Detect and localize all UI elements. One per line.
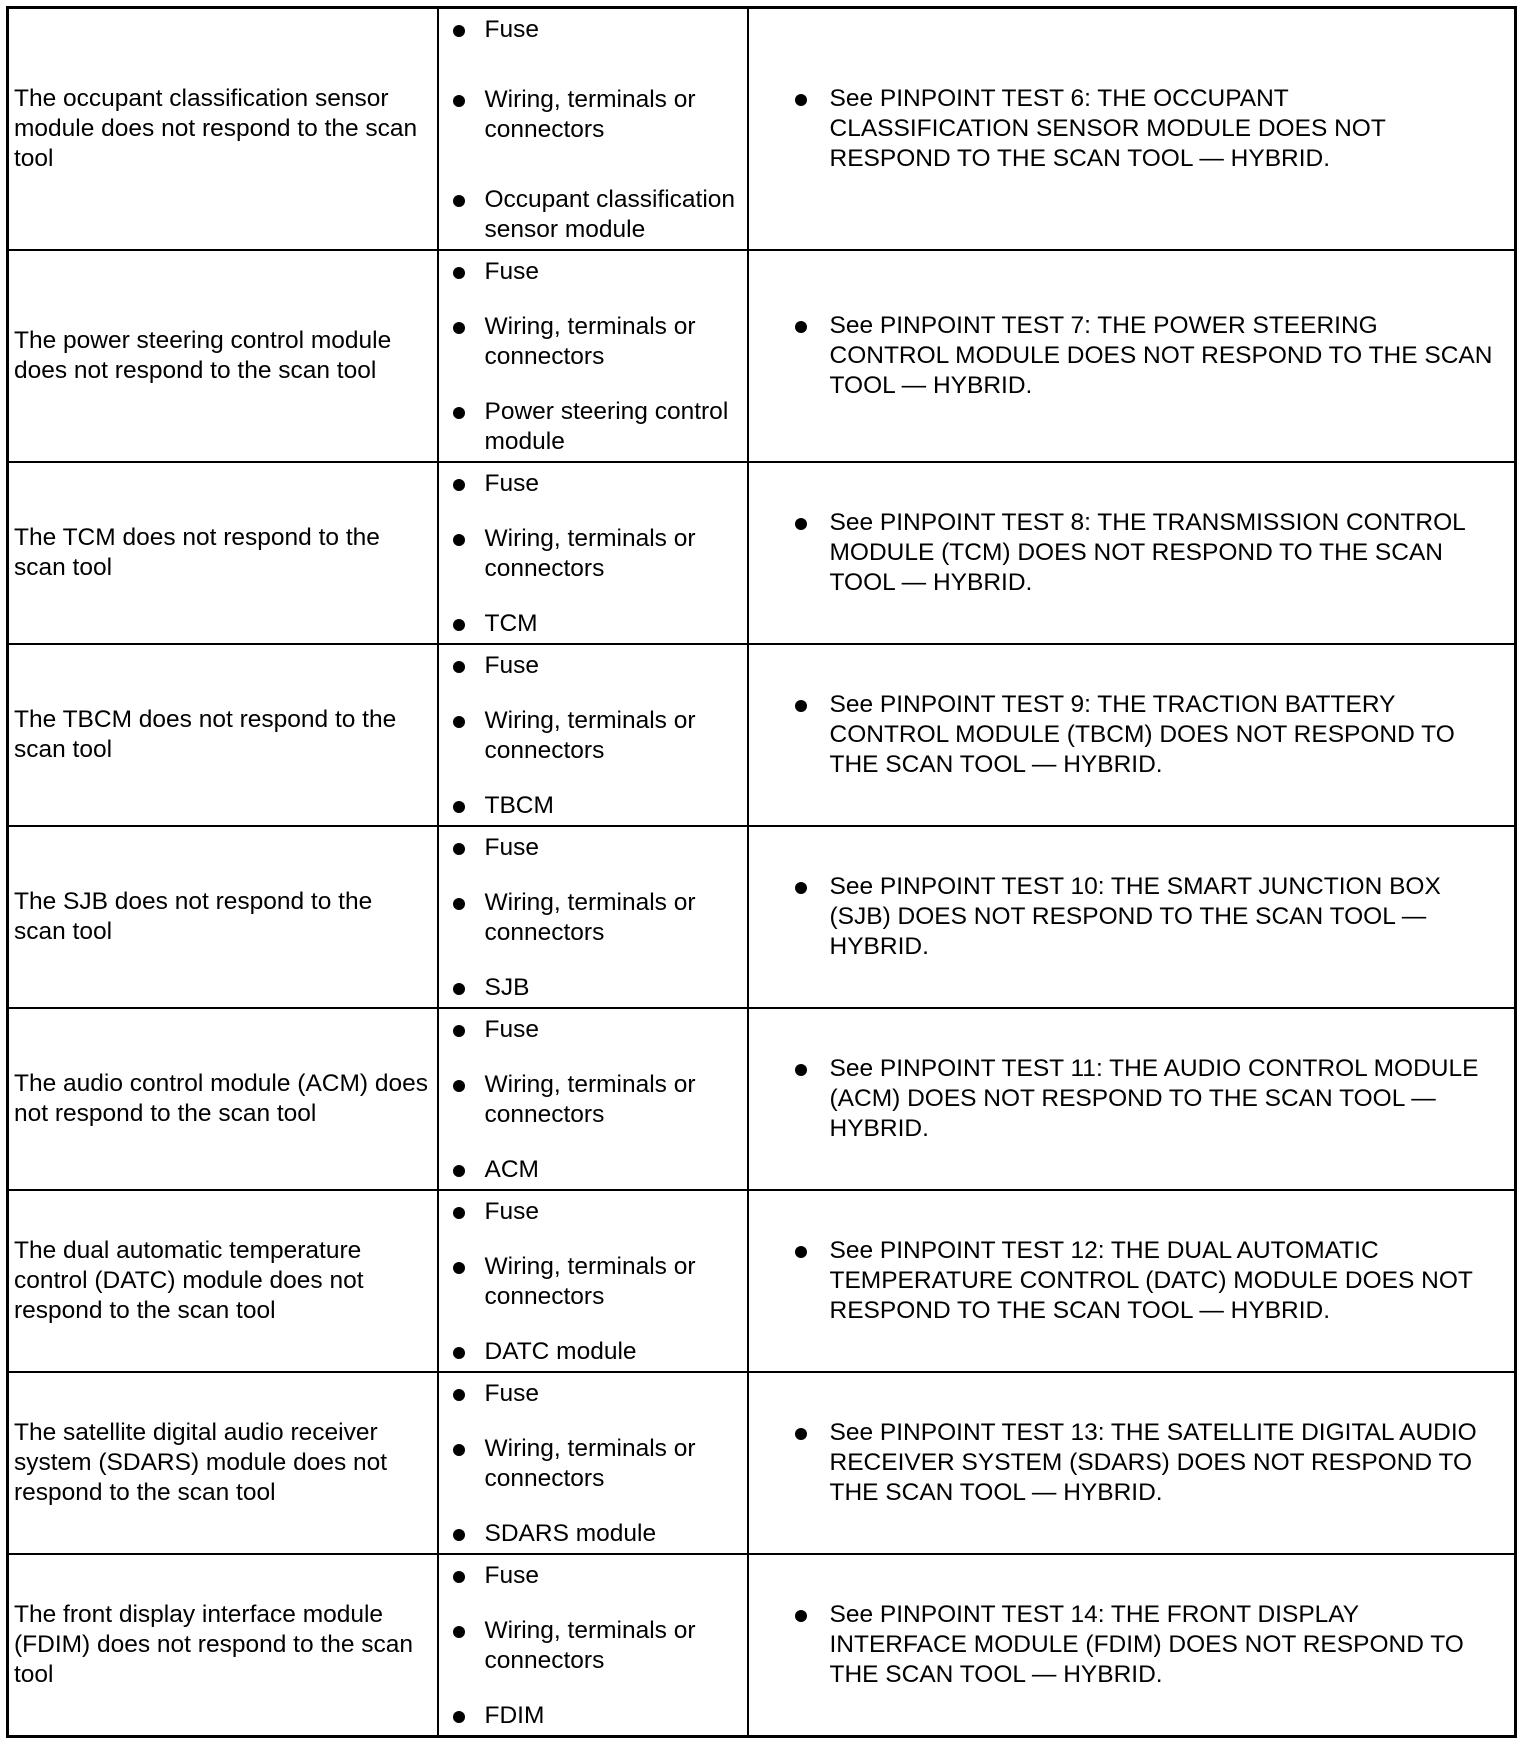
source-text: SJB: [484, 974, 530, 1001]
action-item: [795, 311, 1495, 401]
bullet-icon: [453, 801, 465, 813]
bullet-icon: [795, 700, 807, 712]
bullet-icon: [453, 619, 465, 631]
possible-sources-cell: [438, 826, 748, 1008]
possible-sources-list: [439, 1009, 747, 1189]
bullet-icon: [453, 534, 465, 546]
list-item: [485, 1561, 739, 1591]
table-row: [8, 1008, 1516, 1190]
bullet-icon: [795, 321, 807, 333]
bullet-icon: [453, 25, 465, 37]
list-item: [485, 973, 739, 1003]
possible-sources-cell: [438, 1554, 748, 1737]
action-text: See PINPOINT TEST 13: THE SATELLITE DIGITAL AUDIO RECEIVER SYSTEM (SDARS) DOES NOT RESPOND TO THE SCAN TOOL — HYBRID.: [829, 1419, 1477, 1506]
table-row: [8, 644, 1516, 826]
source-text: Fuse: [484, 258, 539, 285]
bullet-icon: [453, 1389, 465, 1401]
bullet-icon: [453, 1347, 465, 1359]
condition-cell: The occupant classification sensor module does not respond to the scan tool: [8, 8, 438, 251]
list-item: [485, 85, 739, 145]
source-text: Wiring, terminals or connectors: [484, 313, 696, 370]
bullet-icon: [453, 1444, 465, 1456]
source-text: Fuse: [484, 1016, 539, 1043]
list-item: [485, 609, 739, 639]
source-text: TCM: [484, 610, 538, 637]
list-item: [485, 15, 739, 45]
list-item: [485, 1070, 739, 1130]
action-cell: [748, 8, 1516, 251]
bullet-icon: [453, 1080, 465, 1092]
table-row: [8, 1372, 1516, 1554]
source-text: FDIM: [484, 1702, 545, 1729]
source-text: Fuse: [484, 834, 539, 861]
possible-sources-list: [439, 463, 747, 643]
bullet-icon: [795, 1246, 807, 1258]
bullet-icon: [453, 983, 465, 995]
bullet-icon: [453, 1025, 465, 1037]
bullet-icon: [453, 661, 465, 673]
possible-sources-list: [439, 9, 747, 249]
source-text: Fuse: [484, 16, 539, 43]
list-item: [485, 524, 739, 584]
possible-sources-cell: [438, 1190, 748, 1372]
possible-sources-cell: [438, 644, 748, 826]
list-item: [485, 1701, 739, 1731]
list-item: [485, 1155, 739, 1185]
bullet-icon: [795, 1610, 807, 1622]
bullet-icon: [795, 1428, 807, 1440]
bullet-icon: [453, 716, 465, 728]
source-text: Wiring, terminals or connectors: [484, 889, 696, 946]
list-item: [485, 1519, 739, 1549]
possible-sources-list: [439, 827, 747, 1007]
possible-sources-list: [439, 1191, 747, 1371]
possible-sources-cell: [438, 1372, 748, 1554]
bullet-icon: [795, 94, 807, 106]
action-cell: [748, 250, 1516, 462]
bullet-icon: [453, 267, 465, 279]
action-item: [795, 872, 1495, 962]
bullet-icon: [453, 898, 465, 910]
source-text: Wiring, terminals or connectors: [484, 86, 696, 143]
list-item: [485, 1197, 739, 1227]
possible-sources-cell: [438, 462, 748, 644]
source-text: Fuse: [484, 652, 539, 679]
possible-sources-list: [439, 251, 747, 461]
condition-cell: The TCM does not respond to the scan tool: [8, 462, 438, 644]
bullet-icon: [795, 882, 807, 894]
bullet-icon: [453, 1165, 465, 1177]
source-text: Fuse: [484, 1380, 539, 1407]
action-text: See PINPOINT TEST 14: THE FRONT DISPLAY INTERFACE MODULE (FDIM) DOES NOT RESPOND TO THE SCAN TOOL — HYBRID.: [829, 1601, 1464, 1688]
source-text: ACM: [484, 1156, 539, 1183]
condition-cell: The satellite digital audio receiver system (SDARS) module does not respond to the scan tool: [8, 1372, 438, 1554]
source-text: Wiring, terminals or connectors: [484, 525, 696, 582]
source-text: SDARS module: [484, 1520, 657, 1547]
possible-sources-list: [439, 1373, 747, 1553]
bullet-icon: [453, 479, 465, 491]
list-item: [485, 1616, 739, 1676]
list-item: [485, 1337, 739, 1367]
action-cell: [748, 462, 1516, 644]
possible-sources-cell: [438, 8, 748, 251]
condition-cell: The SJB does not respond to the scan tool: [8, 826, 438, 1008]
source-text: Fuse: [484, 1198, 539, 1225]
source-text: TBCM: [484, 792, 554, 819]
list-item: [485, 706, 739, 766]
bullet-icon: [453, 1711, 465, 1723]
source-text: Fuse: [484, 1562, 539, 1589]
source-text: Occupant classification sensor module: [484, 186, 736, 243]
list-item: [485, 833, 739, 863]
source-text: Fuse: [484, 470, 539, 497]
action-text: See PINPOINT TEST 10: THE SMART JUNCTION BOX (SJB) DOES NOT RESPOND TO THE SCAN TOOL — HYBRID.: [829, 873, 1441, 960]
action-text: See PINPOINT TEST 12: THE DUAL AUTOMATIC TEMPERATURE CONTROL (DATC) MODULE DOES NOT RESPOND TO THE SCAN TOOL — HYBRID.: [829, 1237, 1473, 1324]
table-row: [8, 462, 1516, 644]
list-item: [485, 185, 739, 245]
list-item: [485, 397, 739, 457]
condition-cell: The TBCM does not respond to the scan tool: [8, 644, 438, 826]
source-text: Wiring, terminals or connectors: [484, 1435, 696, 1492]
list-item: [485, 791, 739, 821]
source-text: Power steering control module: [484, 398, 729, 455]
list-item: [485, 1252, 739, 1312]
list-item: [485, 1434, 739, 1494]
list-item: [485, 1379, 739, 1409]
symptom-chart-table: [6, 6, 1517, 1738]
action-item: [795, 1236, 1495, 1326]
bullet-icon: [453, 1571, 465, 1583]
list-item: [485, 1015, 739, 1045]
list-item: [485, 888, 739, 948]
bullet-icon: [453, 1207, 465, 1219]
list-item: [485, 312, 739, 372]
source-text: Wiring, terminals or connectors: [484, 1253, 696, 1310]
action-item: [795, 1054, 1495, 1144]
condition-cell: The power steering control module does not respond to the scan tool: [8, 250, 438, 462]
action-text: See PINPOINT TEST 9: THE TRACTION BATTERY CONTROL MODULE (TBCM) DOES NOT RESPOND TO THE SCAN TOOL — HYBRID.: [829, 691, 1455, 778]
bullet-icon: [453, 407, 465, 419]
table-row: [8, 250, 1516, 462]
bullet-icon: [453, 1529, 465, 1541]
source-text: Wiring, terminals or connectors: [484, 1617, 696, 1674]
action-cell: [748, 644, 1516, 826]
bullet-icon: [453, 1626, 465, 1638]
table-row: [8, 1554, 1516, 1737]
bullet-icon: [453, 843, 465, 855]
source-text: Wiring, terminals or connectors: [484, 707, 696, 764]
action-cell: [748, 826, 1516, 1008]
list-item: [485, 651, 739, 681]
bullet-icon: [795, 518, 807, 530]
table-row: [8, 8, 1516, 251]
bullet-icon: [453, 195, 465, 207]
action-cell: [748, 1190, 1516, 1372]
action-text: See PINPOINT TEST 6: THE OCCUPANT CLASSIFICATION SENSOR MODULE DOES NOT RESPOND TO THE SCAN TOOL — HYBRID.: [829, 85, 1386, 172]
list-item: [485, 469, 739, 499]
action-item: [795, 1418, 1495, 1508]
possible-sources-list: [439, 645, 747, 825]
condition-cell: The front display interface module (FDIM) does not respond to the scan tool: [8, 1554, 438, 1737]
source-text: Wiring, terminals or connectors: [484, 1071, 696, 1128]
action-item: [795, 690, 1495, 780]
bullet-icon: [453, 1262, 465, 1274]
action-text: See PINPOINT TEST 8: THE TRANSMISSION CONTROL MODULE (TCM) DOES NOT RESPOND TO THE SCAN TOOL — HYBRID.: [829, 509, 1465, 596]
possible-sources-cell: [438, 1008, 748, 1190]
bullet-icon: [453, 322, 465, 334]
action-cell: [748, 1554, 1516, 1737]
bullet-icon: [453, 95, 465, 107]
bullet-icon: [795, 1064, 807, 1076]
source-text: DATC module: [484, 1338, 637, 1365]
action-text: See PINPOINT TEST 7: THE POWER STEERING CONTROL MODULE DOES NOT RESPOND TO THE SCAN TOOL — HYBRID.: [829, 312, 1493, 399]
condition-cell: The audio control module (ACM) does not respond to the scan tool: [8, 1008, 438, 1190]
table-row: [8, 1190, 1516, 1372]
possible-sources-list: [439, 1555, 747, 1735]
possible-sources-cell: [438, 250, 748, 462]
table-row: [8, 826, 1516, 1008]
action-cell: [748, 1372, 1516, 1554]
list-item: [485, 257, 739, 287]
action-text: See PINPOINT TEST 11: THE AUDIO CONTROL MODULE (ACM) DOES NOT RESPOND TO THE SCAN TOOL — HYBRID.: [829, 1055, 1479, 1142]
action-item: [795, 1600, 1495, 1690]
action-cell: [748, 1008, 1516, 1190]
action-item: [795, 508, 1495, 598]
action-item: [795, 84, 1495, 174]
condition-cell: The dual automatic temperature control (DATC) module does not respond to the scan tool: [8, 1190, 438, 1372]
